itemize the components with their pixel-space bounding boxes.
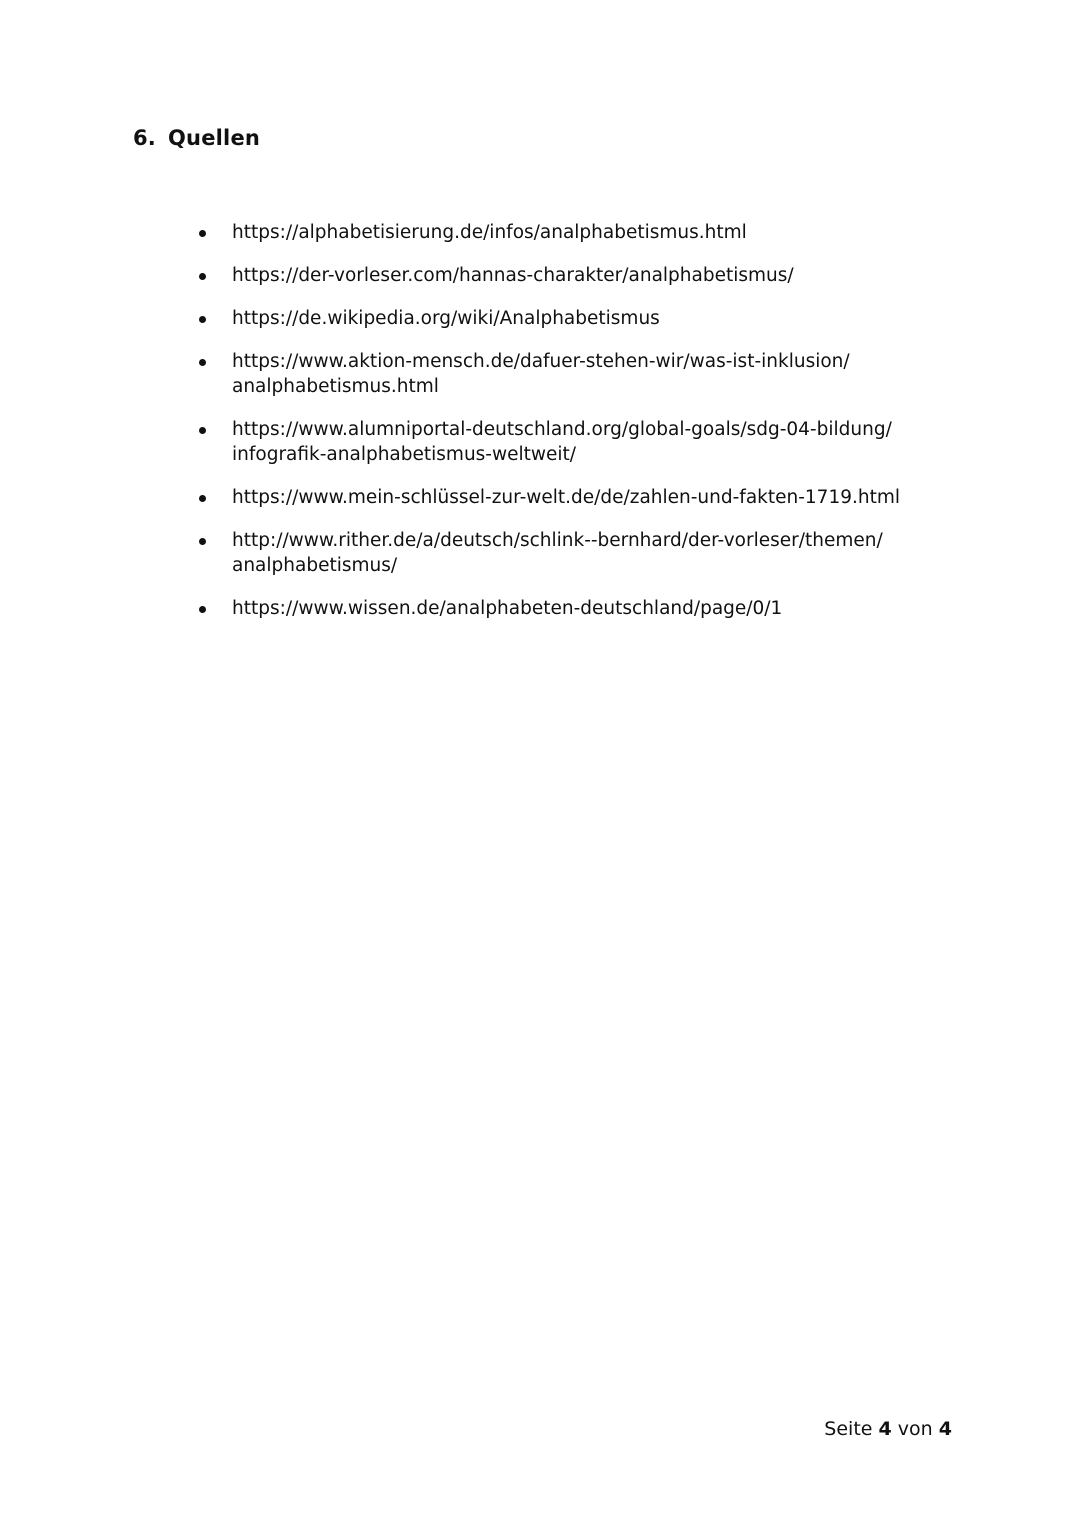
page-total: 4 (938, 1418, 952, 1440)
source-link[interactable]: https://www.alumniportal-deutschland.org/global-goals/sdg-04-bildung/ infografik-analphabetismus-weltweit/ (232, 419, 892, 465)
list-item (196, 596, 976, 621)
list-item (196, 485, 976, 510)
section-title: Quellen (168, 126, 261, 150)
source-link[interactable]: https://www.wissen.de/analphabeten-deutschland/page/0/1 (232, 598, 783, 619)
page-label-prefix: Seite (824, 1418, 873, 1440)
section-number: 6. (133, 126, 156, 150)
source-link[interactable]: https://www.mein-schlüssel-zur-welt.de/de/zahlen-und-fakten-1719.html (232, 487, 901, 508)
bullet-icon (199, 495, 206, 502)
section-heading (133, 126, 260, 150)
bullet-icon (199, 427, 206, 434)
bullet-icon (199, 538, 206, 545)
source-link[interactable]: http://www.rither.de/a/deutsch/schlink--bernhard/der-vorleser/themen/ analphabetismus/ (232, 530, 883, 576)
sources-list (196, 220, 976, 639)
bullet-icon (199, 606, 206, 613)
source-link[interactable]: https://der-vorleser.com/hannas-charakter/analphabetismus/ (232, 265, 794, 286)
source-link[interactable]: https://de.wikipedia.org/wiki/Analphabetismus (232, 308, 660, 329)
page-number (824, 1418, 952, 1440)
list-item (196, 306, 976, 331)
bullet-icon (199, 359, 206, 366)
bullet-icon (199, 316, 206, 323)
list-item (196, 417, 976, 467)
bullet-icon (199, 273, 206, 280)
page-label-middle: von (897, 1418, 933, 1440)
list-item (196, 263, 976, 288)
bullet-icon (199, 230, 206, 237)
source-link[interactable]: https://www.aktion-mensch.de/dafuer-stehen-wir/was-ist-inklusion/ analphabetismus.html (232, 351, 850, 397)
page-current: 4 (878, 1418, 892, 1440)
list-item (196, 220, 976, 245)
source-link[interactable]: https://alphabetisierung.de/infos/analphabetismus.html (232, 222, 747, 243)
list-item (196, 349, 976, 399)
list-item (196, 528, 976, 578)
